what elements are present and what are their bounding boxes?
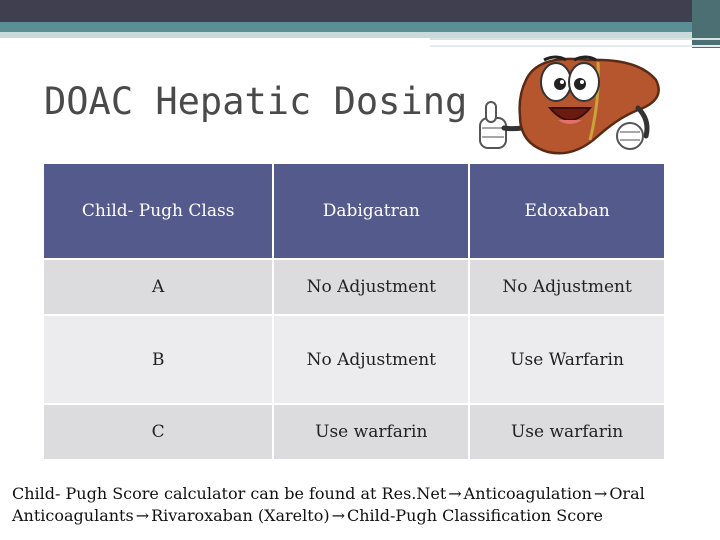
table-cell: Use warfarin [470,405,664,459]
table-cell: Use Warfarin [470,316,664,403]
top-decorative-bar [0,0,720,22]
footnote-text: Rivaroxaban (Xarelto) [151,506,330,525]
table-cell: No Adjustment [470,260,664,314]
footnote-text: Anticoagulation [463,484,592,503]
footnote-text: Oral Anticoagulants [12,484,645,525]
table-cell: A [44,260,272,314]
arrow-right-icon: → [331,506,345,525]
dosing-table [42,162,666,461]
footnote-text: Child- Pugh Score calculator can be found at Res.Net [12,484,447,503]
top-accent-block [692,0,720,48]
table-header-row [44,164,664,258]
header-edoxaban: Edoxaban [470,164,664,258]
table-cell: No Adjustment [274,260,468,314]
source-footnote [12,483,712,527]
pointing-hand-icon [617,123,643,149]
header-child-pugh-class: Child- Pugh Class [44,164,272,258]
table-row [44,405,664,459]
footnote-text: Child-Pugh Classification Score [346,506,603,525]
table-cell: B [44,316,272,403]
table-row [44,316,664,403]
table-cell: C [44,405,272,459]
header-dabigatran: Dabigatran [274,164,468,258]
table-cell: Use warfarin [274,405,468,459]
arrow-right-icon: → [135,506,150,525]
table-row [44,260,664,314]
slide-title: DOAC Hepatic Dosing [44,80,468,123]
arrow-right-icon: → [593,484,608,503]
table-cell: No Adjustment [274,316,468,403]
arrow-right-icon: → [448,484,462,503]
top-teal-bar [0,22,720,32]
liver-mascot-icon [478,40,668,160]
